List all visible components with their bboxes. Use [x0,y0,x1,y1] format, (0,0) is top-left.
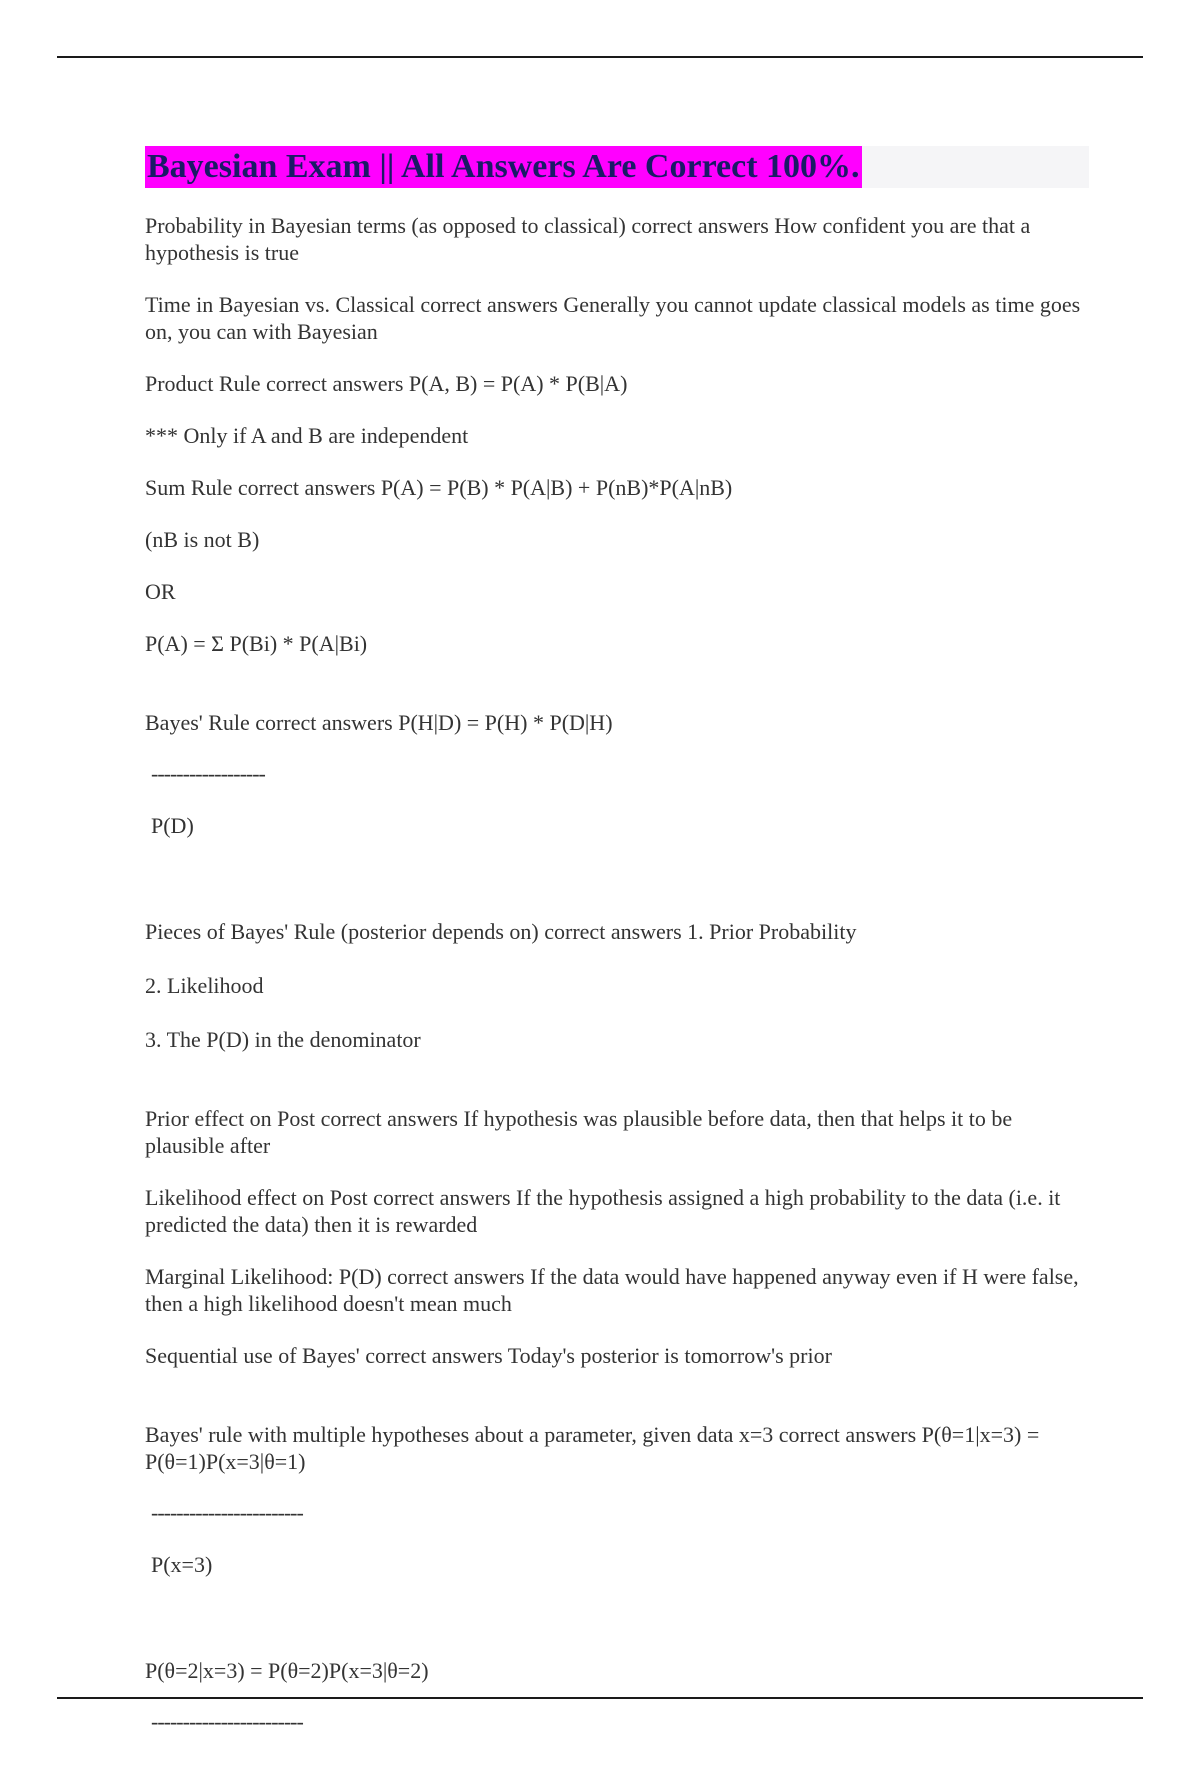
paragraph-sum-rule: Sum Rule correct answers P(A) = P(B) * P(A|B) + P(nB)*P(A|nB) [145,475,733,500]
bayes-rule-denominator: P(D) [151,813,194,838]
multi-hyp-numerator: Bayes' rule with multiple hypotheses about a parameter, given data x=3 correct answers P(θ=1|x=3) = P(θ=1)P(x=3|θ=1) [145,1422,1040,1474]
theta-2-fraction-line: ------------------------ [151,1709,303,1734]
paragraph-product-rule: Product Rule correct answers P(A, B) = P(A) * P(B|A) [145,371,628,396]
bayes-rule-numerator: Bayes' Rule correct answers P(H|D) = P(H) * P(D|H) [145,710,613,735]
pieces-line-2: 2. Likelihood [145,973,264,998]
paragraph-marginal-likelihood: Marginal Likelihood: P(D) correct answers If the data would have happened anyway even if H were false, then a high likelihood doesn't mean much [145,1264,1079,1316]
multi-hyp-fraction-line: ------------------------ [151,1500,303,1525]
paragraph-pieces [145,891,1090,1080]
multi-hyp-denominator: P(x=3) [151,1552,213,1577]
theta-2-numerator: P(θ=2|x=3) = P(θ=2)P(x=3|θ=2) [145,1658,429,1683]
paragraph-or: OR [145,579,176,604]
bottom-rule [57,1697,1143,1699]
paragraph-prior-effect: Prior effect on Post correct answers If hypothesis was plausible before data, then that helps it to be plausible after [145,1106,1013,1158]
top-rule [57,56,1143,58]
paragraph-likelihood-effect: Likelihood effect on Post correct answers If the hypothesis assigned a high probability to the data (i.e. it predicted the data) then it is rewarded [145,1185,1061,1237]
paragraph-bayes-rule [145,682,1090,866]
paragraph-multiple-hypotheses [145,1394,1090,1605]
paragraph-probability: Probability in Bayesian terms (as opposed to classical) correct answers How confident you are that a hypothesis is true [145,213,1031,265]
document-body [145,212,1090,1785]
document-title: Bayesian Exam || All Answers Are Correct 100%. [145,146,862,188]
paragraph-nb-note: (nB is not B) [145,527,260,552]
paragraph-sequential: Sequential use of Bayes' correct answers Today's posterior is tomorrow's prior [145,1343,832,1368]
paragraph-sum-formula: P(A) = Σ P(Bi) * P(A|Bi) [145,631,368,656]
pieces-line-3: 3. The P(D) in the denominator [145,1027,421,1052]
paragraph-independent-note: *** Only if A and B are independent [145,423,469,448]
bayes-rule-fraction-line: ------------------ [151,761,265,786]
paragraph-time: Time in Bayesian vs. Classical correct answers Generally you cannot update classical models as time goes on, you can with Bayesian [145,292,1081,344]
pieces-line-1: Pieces of Bayes' Rule (posterior depends on) correct answers 1. Prior Probability [145,919,857,944]
paragraph-theta-2 [145,1630,1090,1760]
